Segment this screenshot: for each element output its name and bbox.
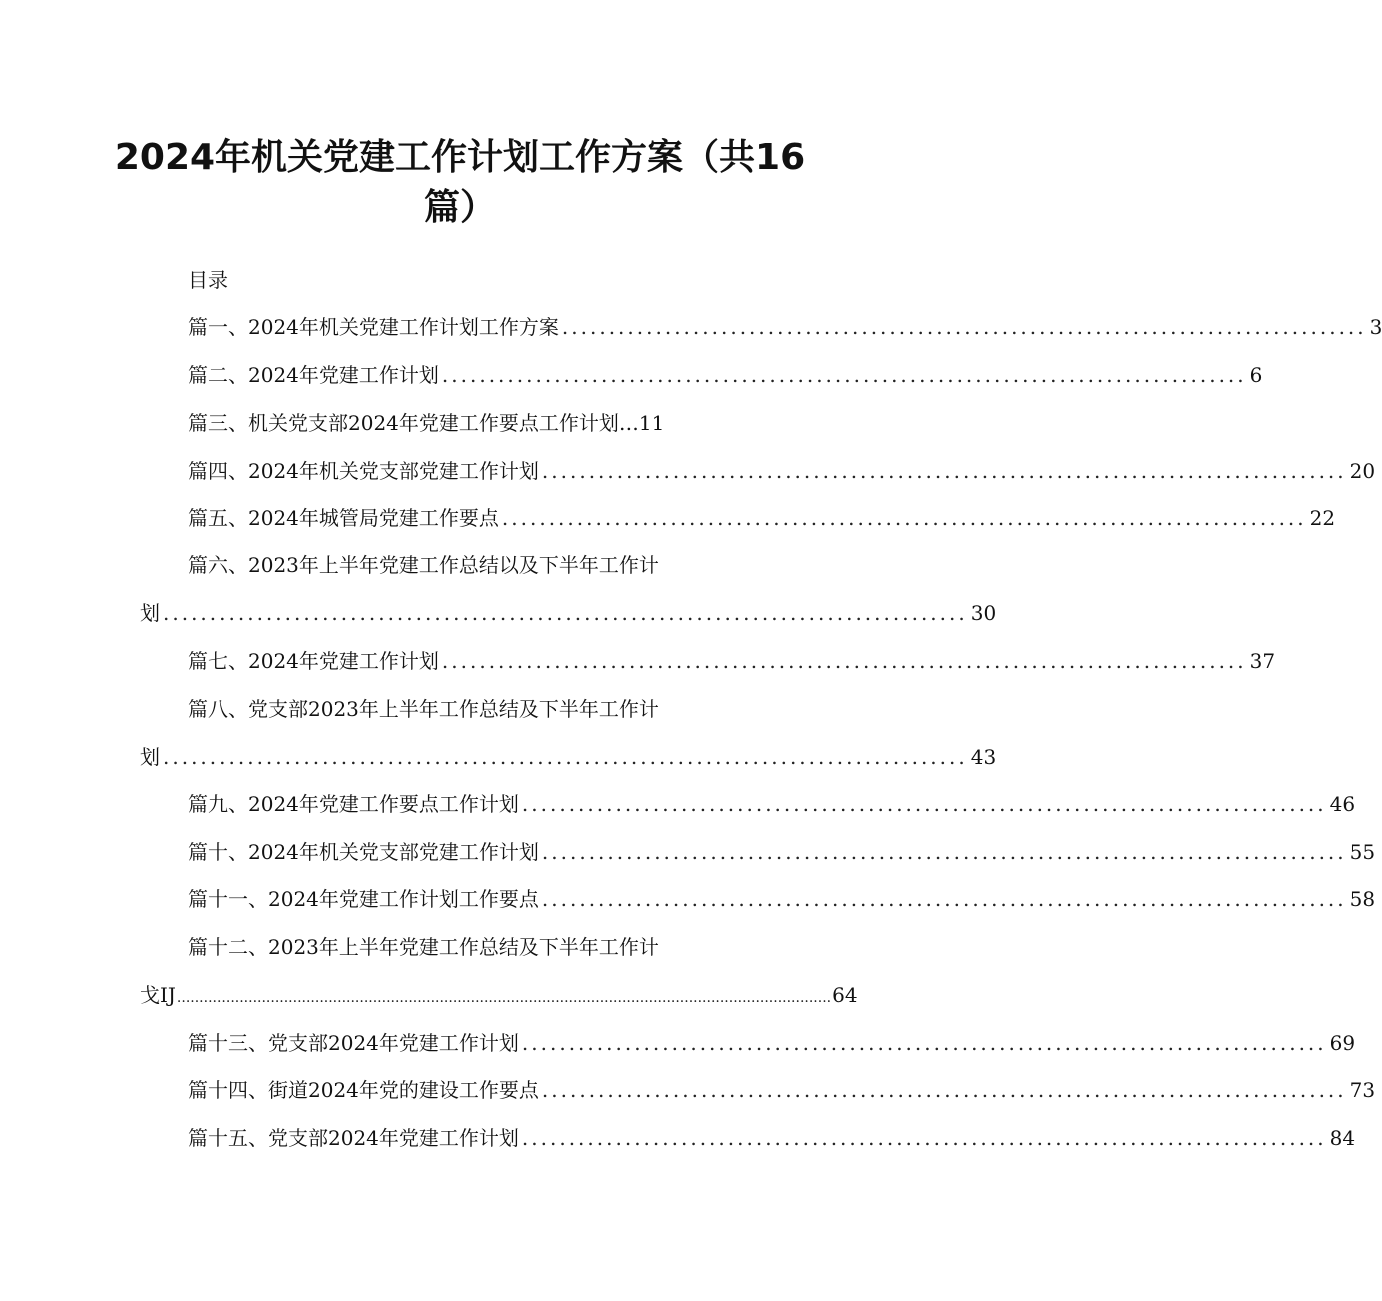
toc-entry-label: 篇七、2024年党建工作计划 bbox=[188, 649, 439, 673]
toc-entry-label: 篇一、2024年机关党建工作计划工作方案 bbox=[188, 315, 559, 339]
toc-entry-page: 58 bbox=[1349, 887, 1376, 911]
toc-entry-11[interactable] bbox=[188, 885, 1376, 913]
toc-entry-12-line-1[interactable]: 篇十二、2023年上半年党建工作总结及下半年工作计 bbox=[188, 935, 659, 959]
toc-entry-3[interactable]: 篇三、机关党支部2024年党建工作要点工作计划…11 bbox=[188, 411, 665, 435]
toc-entry-page: 30 bbox=[970, 601, 997, 625]
toc-entry-page: 55 bbox=[1349, 840, 1376, 864]
toc-entry-page: 84 bbox=[1329, 1126, 1356, 1150]
toc-entry-page: 43 bbox=[970, 745, 997, 769]
toc-entry-label: 篇十三、党支部2024年党建工作计划 bbox=[188, 1031, 519, 1055]
toc-entry-5[interactable] bbox=[188, 504, 1336, 532]
toc-entry-label: 篇十四、街道2024年党的建设工作要点 bbox=[188, 1078, 539, 1102]
toc-entry-label: 篇十五、党支部2024年党建工作计划 bbox=[188, 1126, 519, 1150]
toc-entry-8[interactable] bbox=[140, 743, 997, 771]
toc-entry-label: 戈IJ bbox=[140, 983, 176, 1007]
toc-entry-label: 篇九、2024年党建工作要点工作计划 bbox=[188, 792, 519, 816]
toc-entry-label: 篇二、2024年党建工作计划 bbox=[188, 363, 439, 387]
toc-entry-page: 46 bbox=[1329, 792, 1356, 816]
dot-leader: ...................................................................................... bbox=[561, 315, 1367, 339]
toc-entry-14[interactable] bbox=[188, 1076, 1376, 1104]
toc-entry-2[interactable] bbox=[188, 361, 1263, 389]
dot-leader: ...................................................................................... bbox=[441, 649, 1247, 673]
toc-entry-page: 20 bbox=[1349, 459, 1376, 483]
toc-entry-label: 篇十、2024年机关党支部党建工作计划 bbox=[188, 840, 539, 864]
toc-entry-9[interactable] bbox=[188, 790, 1356, 818]
dot-leader: ...................................................................................... bbox=[501, 506, 1307, 530]
dot-leader: ...................................................................................... bbox=[541, 1078, 1347, 1102]
toc-entry-page: 73 bbox=[1349, 1078, 1376, 1102]
toc-entry-page: 6 bbox=[1249, 363, 1263, 387]
toc-entry-page: 69 bbox=[1329, 1031, 1356, 1055]
dot-leader: ...................................................................................... bbox=[541, 840, 1347, 864]
toc-entry-page: 37 bbox=[1249, 649, 1276, 673]
toc-entry-label: 划 bbox=[140, 601, 160, 625]
toc-entry-label: 篇四、2024年机关党支部党建工作计划 bbox=[188, 459, 539, 483]
toc-entry-label: 篇五、2024年城管局党建工作要点 bbox=[188, 506, 499, 530]
toc-entry-4[interactable] bbox=[188, 457, 1376, 485]
dot-leader: ...................................................................................... bbox=[521, 792, 1327, 816]
toc-entry-8-line-1[interactable]: 篇八、党支部2023年上半年工作总结及下半年工作计 bbox=[188, 697, 659, 721]
toc-entry-10[interactable] bbox=[188, 838, 1376, 866]
toc-entry-12[interactable] bbox=[140, 981, 858, 1012]
toc-entry-13[interactable] bbox=[188, 1029, 1356, 1057]
toc-entry-page: 3 bbox=[1369, 315, 1382, 339]
toc-entry-6-line-1[interactable]: 篇六、2023年上半年党建工作总结以及下半年工作计 bbox=[188, 553, 659, 577]
dot-leader: ...................................................................................... bbox=[163, 601, 968, 625]
toc-heading: 目录 bbox=[188, 268, 228, 292]
title-line-1: 2024年机关党建工作计划工作方案（共16 bbox=[114, 137, 806, 178]
toc-entry-6[interactable] bbox=[140, 599, 997, 627]
toc-entry-page: 64 bbox=[832, 983, 858, 1007]
title-line-2: 篇） bbox=[423, 187, 496, 228]
toc-entry-label: 划 bbox=[140, 745, 160, 769]
dot-leader: ...................................................................................... bbox=[521, 1031, 1327, 1055]
dot-leader: ...................................................................................... bbox=[541, 459, 1347, 483]
dot-leader: ...................................................................................... bbox=[541, 887, 1347, 911]
toc-entry-7[interactable] bbox=[188, 647, 1276, 675]
toc-entry-label: 篇十一、2024年党建工作计划工作要点 bbox=[188, 887, 539, 911]
dot-leader: ................................................................................................................................................... bbox=[176, 990, 832, 1006]
toc-entry-1[interactable] bbox=[188, 313, 1382, 341]
dot-leader: ...................................................................................... bbox=[163, 745, 968, 769]
dot-leader: ...................................................................................... bbox=[441, 363, 1247, 387]
toc-entry-15[interactable] bbox=[188, 1124, 1356, 1152]
toc-entry-page: 22 bbox=[1309, 506, 1336, 530]
dot-leader: ...................................................................................... bbox=[521, 1126, 1327, 1150]
